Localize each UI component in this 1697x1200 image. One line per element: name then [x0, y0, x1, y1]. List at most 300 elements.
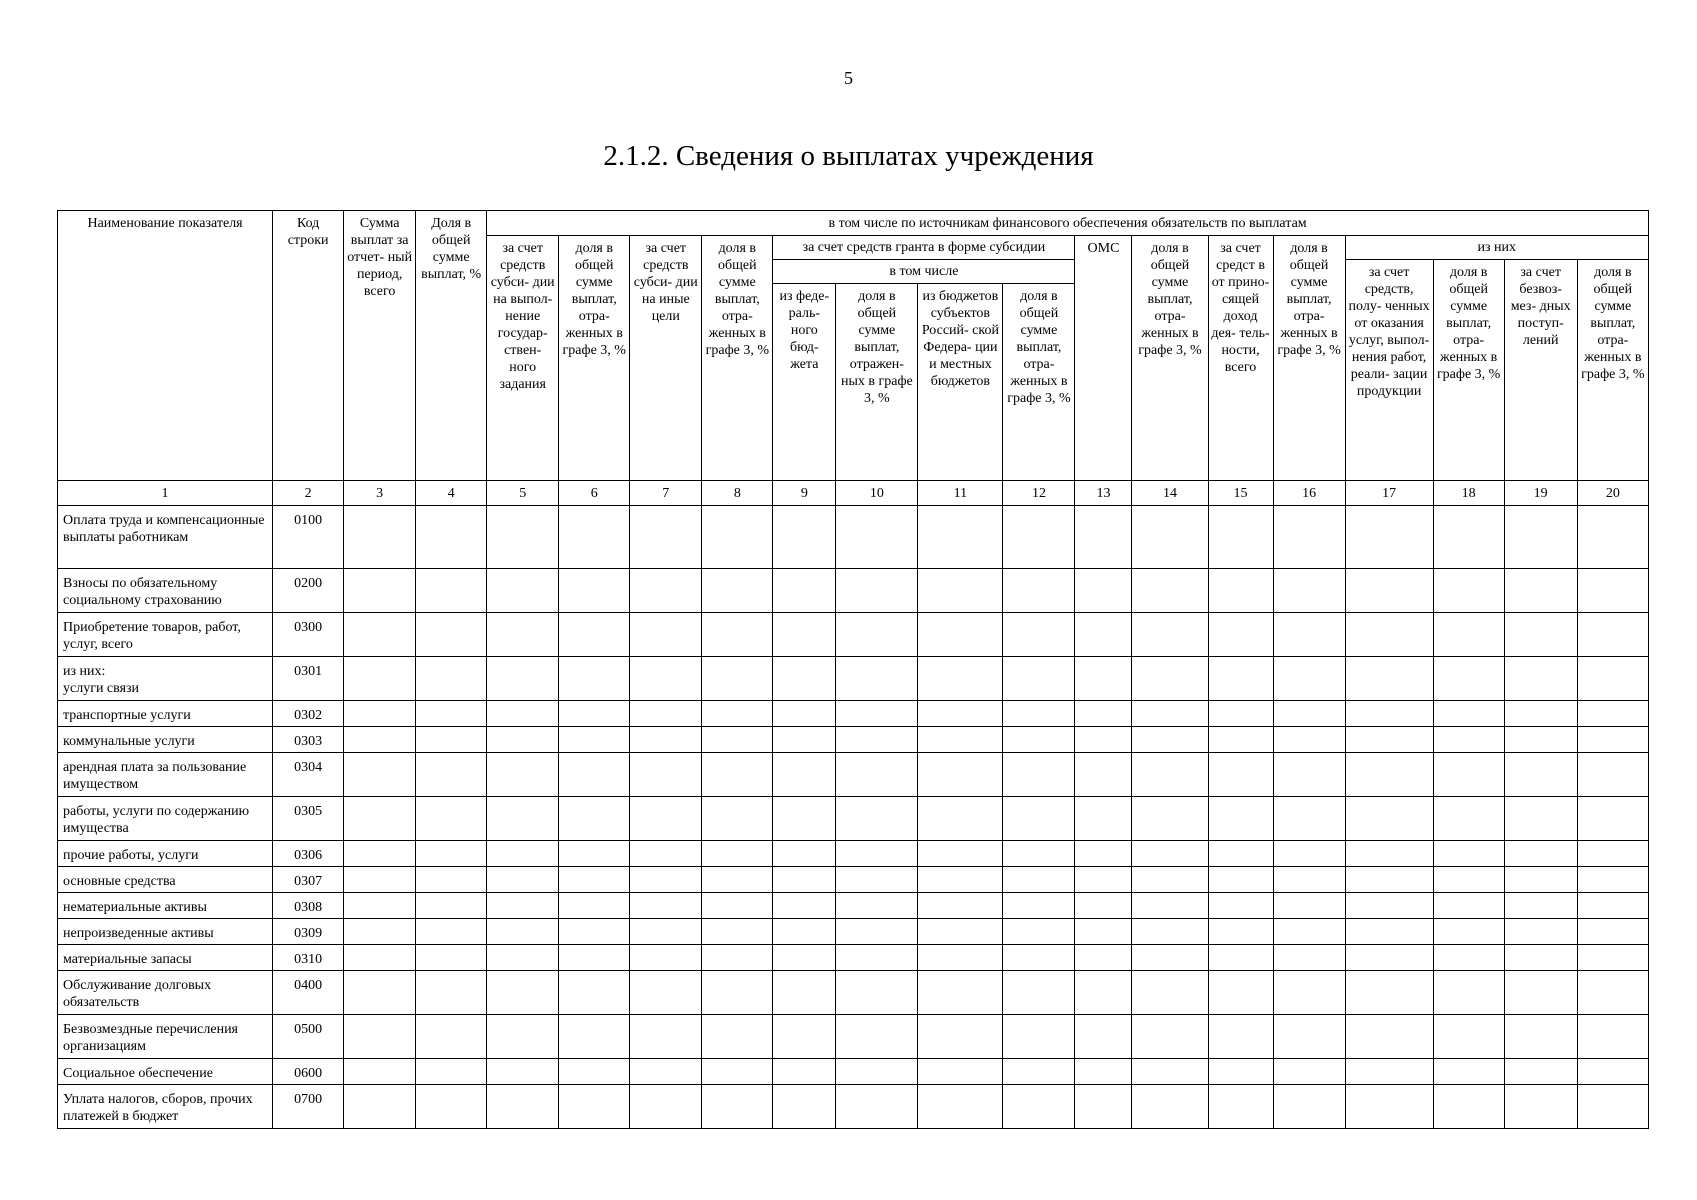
value-cell[interactable] — [630, 613, 702, 657]
value-cell[interactable] — [1345, 701, 1433, 727]
value-cell[interactable] — [1504, 1059, 1577, 1085]
value-cell[interactable] — [487, 657, 559, 701]
value-cell[interactable] — [1345, 919, 1433, 945]
value-cell[interactable] — [1577, 919, 1648, 945]
value-cell[interactable] — [1345, 841, 1433, 867]
value-cell[interactable] — [918, 506, 1003, 569]
value-cell[interactable] — [1433, 727, 1504, 753]
value-cell[interactable] — [1132, 569, 1208, 613]
value-cell[interactable] — [630, 1015, 702, 1059]
value-cell[interactable] — [1345, 797, 1433, 841]
value-cell[interactable] — [559, 727, 630, 753]
value-cell[interactable] — [1132, 1059, 1208, 1085]
value-cell[interactable] — [1273, 945, 1345, 971]
value-cell[interactable] — [1003, 753, 1075, 797]
value-cell[interactable] — [416, 945, 487, 971]
value-cell[interactable] — [1433, 1015, 1504, 1059]
value-cell[interactable] — [416, 657, 487, 701]
value-cell[interactable] — [1003, 893, 1075, 919]
value-cell[interactable] — [1433, 701, 1504, 727]
value-cell[interactable] — [1433, 919, 1504, 945]
value-cell[interactable] — [487, 945, 559, 971]
value-cell[interactable] — [1208, 657, 1273, 701]
value-cell[interactable] — [1208, 841, 1273, 867]
value-cell[interactable] — [1345, 1085, 1433, 1129]
value-cell[interactable] — [487, 569, 559, 613]
value-cell[interactable] — [1577, 613, 1648, 657]
value-cell[interactable] — [702, 1085, 773, 1129]
value-cell[interactable] — [344, 893, 416, 919]
value-cell[interactable] — [416, 893, 487, 919]
value-cell[interactable] — [918, 945, 1003, 971]
value-cell[interactable] — [344, 797, 416, 841]
value-cell[interactable] — [836, 945, 918, 971]
value-cell[interactable] — [1345, 506, 1433, 569]
value-cell[interactable] — [630, 1085, 702, 1129]
value-cell[interactable] — [630, 945, 702, 971]
value-cell[interactable] — [630, 753, 702, 797]
value-cell[interactable] — [1075, 727, 1132, 753]
value-cell[interactable] — [702, 797, 773, 841]
value-cell[interactable] — [416, 613, 487, 657]
value-cell[interactable] — [630, 919, 702, 945]
value-cell[interactable] — [1504, 971, 1577, 1015]
value-cell[interactable] — [559, 841, 630, 867]
value-cell[interactable] — [416, 506, 487, 569]
value-cell[interactable] — [1075, 613, 1132, 657]
value-cell[interactable] — [1132, 657, 1208, 701]
value-cell[interactable] — [1003, 945, 1075, 971]
value-cell[interactable] — [559, 893, 630, 919]
value-cell[interactable] — [773, 613, 836, 657]
value-cell[interactable] — [836, 727, 918, 753]
value-cell[interactable] — [1132, 753, 1208, 797]
value-cell[interactable] — [836, 701, 918, 727]
value-cell[interactable] — [1433, 1085, 1504, 1129]
value-cell[interactable] — [559, 945, 630, 971]
value-cell[interactable] — [1345, 753, 1433, 797]
value-cell[interactable] — [559, 701, 630, 727]
value-cell[interactable] — [1273, 797, 1345, 841]
value-cell[interactable] — [487, 867, 559, 893]
value-cell[interactable] — [1075, 1085, 1132, 1129]
value-cell[interactable] — [702, 841, 773, 867]
value-cell[interactable] — [1577, 1059, 1648, 1085]
value-cell[interactable] — [836, 797, 918, 841]
value-cell[interactable] — [344, 945, 416, 971]
value-cell[interactable] — [1345, 867, 1433, 893]
value-cell[interactable] — [487, 841, 559, 867]
value-cell[interactable] — [1003, 727, 1075, 753]
value-cell[interactable] — [1504, 569, 1577, 613]
value-cell[interactable] — [773, 701, 836, 727]
value-cell[interactable] — [1577, 1015, 1648, 1059]
value-cell[interactable] — [1075, 841, 1132, 867]
value-cell[interactable] — [1345, 893, 1433, 919]
value-cell[interactable] — [1003, 867, 1075, 893]
value-cell[interactable] — [836, 657, 918, 701]
value-cell[interactable] — [918, 841, 1003, 867]
value-cell[interactable] — [1075, 569, 1132, 613]
value-cell[interactable] — [1003, 701, 1075, 727]
value-cell[interactable] — [918, 893, 1003, 919]
value-cell[interactable] — [1577, 569, 1648, 613]
value-cell[interactable] — [1577, 893, 1648, 919]
value-cell[interactable] — [344, 727, 416, 753]
value-cell[interactable] — [836, 1085, 918, 1129]
value-cell[interactable] — [773, 971, 836, 1015]
value-cell[interactable] — [416, 797, 487, 841]
value-cell[interactable] — [1132, 613, 1208, 657]
value-cell[interactable] — [702, 506, 773, 569]
value-cell[interactable] — [773, 841, 836, 867]
value-cell[interactable] — [1577, 657, 1648, 701]
value-cell[interactable] — [836, 569, 918, 613]
value-cell[interactable] — [344, 753, 416, 797]
value-cell[interactable] — [1208, 971, 1273, 1015]
value-cell[interactable] — [487, 1015, 559, 1059]
value-cell[interactable] — [702, 701, 773, 727]
value-cell[interactable] — [1132, 893, 1208, 919]
value-cell[interactable] — [702, 919, 773, 945]
value-cell[interactable] — [1075, 1015, 1132, 1059]
value-cell[interactable] — [773, 727, 836, 753]
value-cell[interactable] — [1132, 841, 1208, 867]
value-cell[interactable] — [773, 753, 836, 797]
value-cell[interactable] — [1433, 1059, 1504, 1085]
value-cell[interactable] — [918, 701, 1003, 727]
value-cell[interactable] — [559, 797, 630, 841]
value-cell[interactable] — [1577, 506, 1648, 569]
value-cell[interactable] — [559, 1085, 630, 1129]
value-cell[interactable] — [1504, 867, 1577, 893]
value-cell[interactable] — [773, 893, 836, 919]
value-cell[interactable] — [1273, 1059, 1345, 1085]
value-cell[interactable] — [1075, 753, 1132, 797]
value-cell[interactable] — [1504, 727, 1577, 753]
value-cell[interactable] — [416, 867, 487, 893]
value-cell[interactable] — [773, 1015, 836, 1059]
value-cell[interactable] — [1208, 1059, 1273, 1085]
value-cell[interactable] — [1273, 657, 1345, 701]
value-cell[interactable] — [836, 867, 918, 893]
value-cell[interactable] — [1208, 613, 1273, 657]
value-cell[interactable] — [1273, 971, 1345, 1015]
value-cell[interactable] — [416, 971, 487, 1015]
value-cell[interactable] — [559, 1015, 630, 1059]
value-cell[interactable] — [702, 945, 773, 971]
value-cell[interactable] — [1003, 1015, 1075, 1059]
value-cell[interactable] — [416, 701, 487, 727]
value-cell[interactable] — [1132, 919, 1208, 945]
value-cell[interactable] — [487, 971, 559, 1015]
value-cell[interactable] — [559, 919, 630, 945]
value-cell[interactable] — [487, 753, 559, 797]
value-cell[interactable] — [1345, 945, 1433, 971]
value-cell[interactable] — [487, 701, 559, 727]
value-cell[interactable] — [1577, 971, 1648, 1015]
value-cell[interactable] — [559, 971, 630, 1015]
value-cell[interactable] — [1345, 971, 1433, 1015]
value-cell[interactable] — [630, 971, 702, 1015]
value-cell[interactable] — [1273, 841, 1345, 867]
value-cell[interactable] — [773, 797, 836, 841]
value-cell[interactable] — [1075, 506, 1132, 569]
value-cell[interactable] — [836, 841, 918, 867]
value-cell[interactable] — [344, 657, 416, 701]
value-cell[interactable] — [773, 1059, 836, 1085]
value-cell[interactable] — [1208, 753, 1273, 797]
value-cell[interactable] — [630, 867, 702, 893]
value-cell[interactable] — [702, 613, 773, 657]
value-cell[interactable] — [1273, 613, 1345, 657]
value-cell[interactable] — [1003, 1085, 1075, 1129]
value-cell[interactable] — [1273, 1015, 1345, 1059]
value-cell[interactable] — [487, 506, 559, 569]
value-cell[interactable] — [918, 569, 1003, 613]
value-cell[interactable] — [487, 1059, 559, 1085]
value-cell[interactable] — [1003, 613, 1075, 657]
value-cell[interactable] — [1433, 841, 1504, 867]
value-cell[interactable] — [918, 797, 1003, 841]
value-cell[interactable] — [1345, 1015, 1433, 1059]
value-cell[interactable] — [416, 569, 487, 613]
value-cell[interactable] — [1273, 867, 1345, 893]
value-cell[interactable] — [836, 893, 918, 919]
value-cell[interactable] — [773, 506, 836, 569]
value-cell[interactable] — [1003, 919, 1075, 945]
value-cell[interactable] — [1504, 506, 1577, 569]
value-cell[interactable] — [773, 657, 836, 701]
value-cell[interactable] — [416, 1059, 487, 1085]
value-cell[interactable] — [1208, 727, 1273, 753]
value-cell[interactable] — [918, 613, 1003, 657]
value-cell[interactable] — [836, 613, 918, 657]
value-cell[interactable] — [702, 657, 773, 701]
value-cell[interactable] — [1075, 657, 1132, 701]
value-cell[interactable] — [1208, 569, 1273, 613]
value-cell[interactable] — [1273, 919, 1345, 945]
value-cell[interactable] — [836, 919, 918, 945]
value-cell[interactable] — [1075, 945, 1132, 971]
value-cell[interactable] — [1132, 945, 1208, 971]
value-cell[interactable] — [1273, 727, 1345, 753]
value-cell[interactable] — [1273, 506, 1345, 569]
value-cell[interactable] — [487, 1085, 559, 1129]
value-cell[interactable] — [1075, 867, 1132, 893]
value-cell[interactable] — [416, 1015, 487, 1059]
value-cell[interactable] — [1577, 727, 1648, 753]
value-cell[interactable] — [416, 919, 487, 945]
value-cell[interactable] — [1208, 797, 1273, 841]
value-cell[interactable] — [836, 971, 918, 1015]
value-cell[interactable] — [1075, 701, 1132, 727]
value-cell[interactable] — [1433, 893, 1504, 919]
value-cell[interactable] — [1504, 841, 1577, 867]
value-cell[interactable] — [1345, 657, 1433, 701]
value-cell[interactable] — [1504, 753, 1577, 797]
value-cell[interactable] — [344, 919, 416, 945]
value-cell[interactable] — [630, 841, 702, 867]
value-cell[interactable] — [1208, 1085, 1273, 1129]
value-cell[interactable] — [630, 727, 702, 753]
value-cell[interactable] — [1003, 657, 1075, 701]
value-cell[interactable] — [1345, 613, 1433, 657]
value-cell[interactable] — [344, 971, 416, 1015]
value-cell[interactable] — [918, 919, 1003, 945]
value-cell[interactable] — [1504, 1015, 1577, 1059]
value-cell[interactable] — [773, 569, 836, 613]
value-cell[interactable] — [1273, 701, 1345, 727]
value-cell[interactable] — [1003, 841, 1075, 867]
value-cell[interactable] — [1504, 1085, 1577, 1129]
value-cell[interactable] — [559, 1059, 630, 1085]
value-cell[interactable] — [836, 753, 918, 797]
value-cell[interactable] — [1577, 753, 1648, 797]
value-cell[interactable] — [630, 797, 702, 841]
value-cell[interactable] — [559, 613, 630, 657]
value-cell[interactable] — [1132, 867, 1208, 893]
value-cell[interactable] — [702, 753, 773, 797]
value-cell[interactable] — [836, 1015, 918, 1059]
value-cell[interactable] — [344, 1015, 416, 1059]
value-cell[interactable] — [1273, 753, 1345, 797]
value-cell[interactable] — [1433, 867, 1504, 893]
value-cell[interactable] — [1132, 506, 1208, 569]
value-cell[interactable] — [487, 893, 559, 919]
value-cell[interactable] — [702, 867, 773, 893]
value-cell[interactable] — [1273, 893, 1345, 919]
value-cell[interactable] — [1577, 867, 1648, 893]
value-cell[interactable] — [1075, 971, 1132, 1015]
value-cell[interactable] — [1504, 701, 1577, 727]
value-cell[interactable] — [836, 1059, 918, 1085]
value-cell[interactable] — [1132, 797, 1208, 841]
value-cell[interactable] — [1433, 569, 1504, 613]
value-cell[interactable] — [918, 727, 1003, 753]
value-cell[interactable] — [1433, 506, 1504, 569]
value-cell[interactable] — [773, 945, 836, 971]
value-cell[interactable] — [344, 1085, 416, 1129]
value-cell[interactable] — [559, 657, 630, 701]
value-cell[interactable] — [702, 569, 773, 613]
value-cell[interactable] — [344, 1059, 416, 1085]
value-cell[interactable] — [702, 1015, 773, 1059]
value-cell[interactable] — [702, 1059, 773, 1085]
value-cell[interactable] — [1345, 727, 1433, 753]
value-cell[interactable] — [702, 727, 773, 753]
value-cell[interactable] — [1132, 701, 1208, 727]
value-cell[interactable] — [416, 1085, 487, 1129]
value-cell[interactable] — [1208, 945, 1273, 971]
value-cell[interactable] — [559, 753, 630, 797]
value-cell[interactable] — [344, 841, 416, 867]
value-cell[interactable] — [487, 797, 559, 841]
value-cell[interactable] — [1208, 1015, 1273, 1059]
value-cell[interactable] — [1577, 701, 1648, 727]
value-cell[interactable] — [630, 657, 702, 701]
value-cell[interactable] — [1504, 893, 1577, 919]
value-cell[interactable] — [416, 727, 487, 753]
value-cell[interactable] — [630, 569, 702, 613]
value-cell[interactable] — [1433, 797, 1504, 841]
value-cell[interactable] — [1433, 657, 1504, 701]
value-cell[interactable] — [344, 506, 416, 569]
value-cell[interactable] — [1003, 1059, 1075, 1085]
value-cell[interactable] — [487, 613, 559, 657]
value-cell[interactable] — [1504, 919, 1577, 945]
value-cell[interactable] — [1273, 569, 1345, 613]
value-cell[interactable] — [1345, 1059, 1433, 1085]
value-cell[interactable] — [1132, 971, 1208, 1015]
value-cell[interactable] — [773, 1085, 836, 1129]
value-cell[interactable] — [1075, 797, 1132, 841]
value-cell[interactable] — [1433, 971, 1504, 1015]
value-cell[interactable] — [559, 867, 630, 893]
value-cell[interactable] — [918, 1059, 1003, 1085]
value-cell[interactable] — [487, 919, 559, 945]
value-cell[interactable] — [1433, 613, 1504, 657]
value-cell[interactable] — [1577, 945, 1648, 971]
value-cell[interactable] — [1208, 919, 1273, 945]
value-cell[interactable] — [630, 1059, 702, 1085]
value-cell[interactable] — [1075, 893, 1132, 919]
value-cell[interactable] — [344, 867, 416, 893]
value-cell[interactable] — [1504, 613, 1577, 657]
value-cell[interactable] — [702, 893, 773, 919]
value-cell[interactable] — [918, 657, 1003, 701]
value-cell[interactable] — [1003, 506, 1075, 569]
value-cell[interactable] — [1504, 945, 1577, 971]
value-cell[interactable] — [630, 701, 702, 727]
value-cell[interactable] — [1577, 797, 1648, 841]
value-cell[interactable] — [630, 893, 702, 919]
value-cell[interactable] — [918, 753, 1003, 797]
value-cell[interactable] — [1208, 867, 1273, 893]
value-cell[interactable] — [1433, 753, 1504, 797]
value-cell[interactable] — [630, 506, 702, 569]
value-cell[interactable] — [1273, 1085, 1345, 1129]
value-cell[interactable] — [918, 1085, 1003, 1129]
value-cell[interactable] — [1433, 945, 1504, 971]
value-cell[interactable] — [918, 971, 1003, 1015]
value-cell[interactable] — [559, 506, 630, 569]
value-cell[interactable] — [416, 841, 487, 867]
value-cell[interactable] — [1075, 919, 1132, 945]
value-cell[interactable] — [344, 569, 416, 613]
value-cell[interactable] — [773, 867, 836, 893]
value-cell[interactable] — [918, 867, 1003, 893]
value-cell[interactable] — [918, 1015, 1003, 1059]
value-cell[interactable] — [702, 971, 773, 1015]
value-cell[interactable] — [836, 506, 918, 569]
value-cell[interactable] — [1132, 727, 1208, 753]
value-cell[interactable] — [1132, 1085, 1208, 1129]
value-cell[interactable] — [1577, 841, 1648, 867]
value-cell[interactable] — [1208, 701, 1273, 727]
value-cell[interactable] — [1504, 657, 1577, 701]
value-cell[interactable] — [1003, 569, 1075, 613]
value-cell[interactable] — [559, 569, 630, 613]
value-cell[interactable] — [1003, 971, 1075, 1015]
value-cell[interactable] — [416, 753, 487, 797]
value-cell[interactable] — [344, 613, 416, 657]
value-cell[interactable] — [773, 919, 836, 945]
value-cell[interactable] — [344, 701, 416, 727]
value-cell[interactable] — [1208, 893, 1273, 919]
value-cell[interactable] — [1132, 1015, 1208, 1059]
value-cell[interactable] — [1577, 1085, 1648, 1129]
